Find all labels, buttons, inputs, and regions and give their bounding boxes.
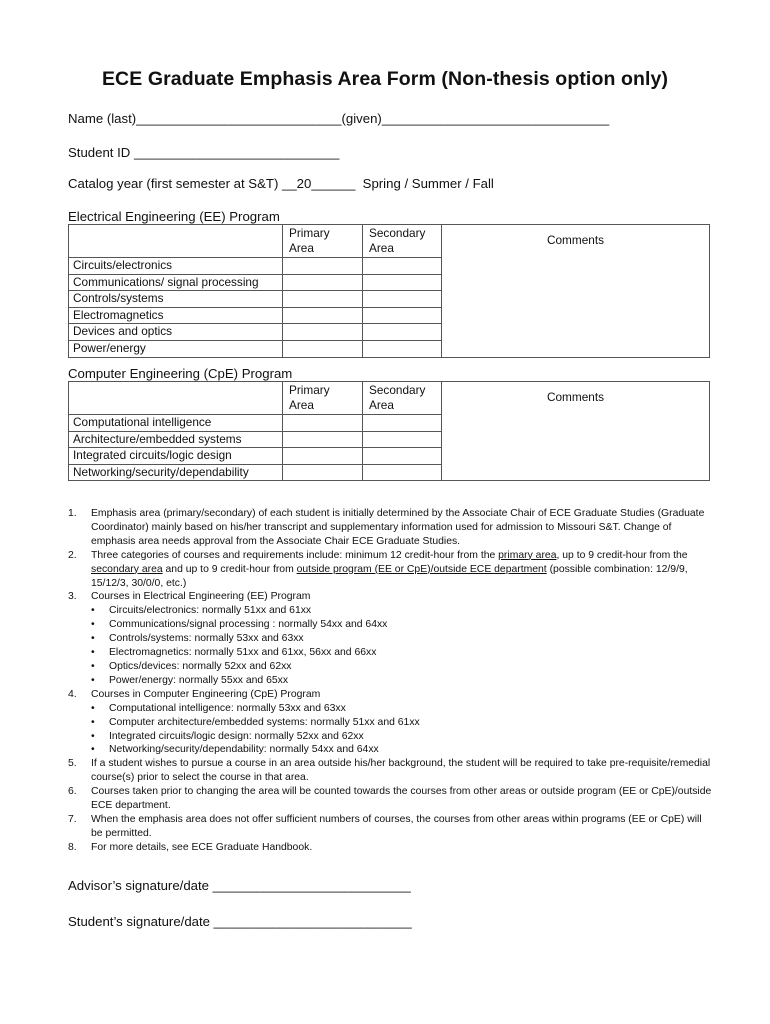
note-number: 4. xyxy=(68,688,77,700)
note-number: 1. xyxy=(68,508,77,519)
ee-secondary-check[interactable] xyxy=(363,274,442,291)
outside-program-term: outside program (EE or CpE)/outside ECE department xyxy=(296,563,547,575)
bullet-icon: • xyxy=(91,605,95,617)
bullet-text: Power/energy: normally 55xx and 65xx xyxy=(109,674,289,686)
ee-primary-check[interactable] xyxy=(283,340,363,357)
primary-area-term: primary area xyxy=(498,549,557,561)
bullet-icon: • xyxy=(91,633,95,645)
cpe-comments-cell[interactable] xyxy=(442,382,710,481)
ee-header-row xyxy=(69,225,710,258)
note-item xyxy=(64,785,714,813)
bullet-text: Computer architecture/embedded systems: normally 51xx and 61xx xyxy=(109,716,420,728)
cpe-header-row xyxy=(69,382,710,415)
ee-area-label: Power/energy xyxy=(69,340,283,357)
ee-area-label: Devices and optics xyxy=(69,324,283,341)
bullet-icon: • xyxy=(91,674,95,686)
cpe-area-label: Architecture/embedded systems xyxy=(69,431,283,448)
cpe-area-label: Integrated circuits/logic design xyxy=(69,448,283,465)
note-item xyxy=(64,841,714,855)
bullet-item xyxy=(64,618,714,632)
cpe-area-header-cell xyxy=(69,382,283,415)
ee-secondary-check[interactable] xyxy=(363,324,442,341)
ee-program-table xyxy=(68,224,710,358)
bullet-icon: • xyxy=(91,660,95,672)
note-item xyxy=(64,549,714,591)
note-text: When the emphasis area does not offer sufficient numbers of courses, the courses from other areas within programs (EE or CpE) will be permitted. xyxy=(91,813,702,839)
bullet-text: Controls/systems: normally 53xx and 63xx xyxy=(109,633,304,645)
bullet-icon: • xyxy=(91,702,95,714)
form-title: ECE Graduate Emphasis Area Form (Non-thesis option only) xyxy=(101,68,669,90)
note-text: Three categories of courses and requirements include: minimum 12 credit-hour from the xyxy=(91,549,499,561)
ee-area-label: Circuits/electronics xyxy=(69,258,283,275)
note-text: and up to 9 credit-hour from xyxy=(162,563,297,575)
cpe-comments-header: Comments xyxy=(546,390,605,404)
ee-area-label: Controls/systems xyxy=(69,291,283,308)
note-text: , up to 9 credit-hour from the xyxy=(556,549,688,561)
bullet-icon: • xyxy=(91,647,95,659)
ee-primary-check[interactable] xyxy=(283,291,363,308)
bullet-text: Electromagnetics: normally 51xx and 61xx, 56xx and 66xx xyxy=(109,647,377,659)
ee-area-header-cell xyxy=(69,225,283,258)
student-id-field-line[interactable]: Student ID ____________________________ xyxy=(68,145,340,160)
ee-area-label: Electromagnetics xyxy=(69,307,283,324)
bullet-text: Networking/security/dependability: normally 54xx and 64xx xyxy=(109,744,379,756)
cpe-primary-check[interactable] xyxy=(283,431,363,448)
ee-primary-check[interactable] xyxy=(283,324,363,341)
ee-secondary-check[interactable] xyxy=(363,340,442,357)
note-item xyxy=(64,688,714,702)
note-text: (possible combination: 12/9/9, 15/12/3, 30/0/0, etc.) xyxy=(91,563,688,589)
cpe-primary-check[interactable] xyxy=(283,464,363,481)
bullet-icon: • xyxy=(91,716,95,728)
notes-list xyxy=(64,507,714,855)
bullet-item xyxy=(64,660,714,674)
advisor-signature-line[interactable]: Advisor’s signature/date ___________________________ xyxy=(68,878,411,893)
cpe-secondary-check[interactable] xyxy=(363,464,442,481)
bullet-icon: • xyxy=(91,619,95,631)
ee-primary-check[interactable] xyxy=(283,307,363,324)
secondary-area-term: secondary area xyxy=(91,563,163,575)
ee-primary-check[interactable] xyxy=(283,274,363,291)
note-text: Courses in Computer Engineering (CpE) Program xyxy=(91,688,321,700)
ee-comments-cell[interactable] xyxy=(442,225,710,358)
ee-area-label: Communications/ signal processing xyxy=(69,274,283,291)
note-text: Courses taken prior to changing the area will be counted towards the courses from other areas or outside program (EE or CpE)/outside ECE department. xyxy=(91,786,712,812)
cpe-secondary-header: Secondary Area xyxy=(363,382,442,415)
cpe-secondary-check[interactable] xyxy=(363,415,442,432)
name-field-line[interactable]: Name (last)____________________________(given)_______________________________ xyxy=(68,111,610,126)
cpe-area-label: Networking/security/dependability xyxy=(69,464,283,481)
ee-primary-header: Primary Area xyxy=(283,225,363,258)
bullet-item xyxy=(64,743,714,757)
ee-comments-header: Comments xyxy=(546,233,605,247)
note-text: If a student wishes to pursue a course in an area outside his/her background, the student will be required to take pre-requisite/remedial course(s) prior to select the course in that area. xyxy=(91,758,711,784)
bullet-text: Communications/signal processing : normally 54xx and 64xx xyxy=(109,619,388,631)
note-number: 3. xyxy=(68,591,77,603)
note-number: 6. xyxy=(68,786,77,798)
cpe-program-label: Computer Engineering (CpE) Program xyxy=(68,366,293,381)
note-number: 7. xyxy=(68,813,77,825)
bullet-text: Circuits/electronics: normally 51xx and 61xx xyxy=(109,605,312,617)
cpe-primary-check[interactable] xyxy=(283,415,363,432)
bullet-item xyxy=(64,646,714,660)
note-number: 2. xyxy=(68,549,77,561)
note-text: For more details, see ECE Graduate Handbook. xyxy=(91,841,313,853)
note-item xyxy=(64,590,714,604)
ee-secondary-check[interactable] xyxy=(363,291,442,308)
bullet-text: Computational intelligence: normally 53xx and 63xx xyxy=(109,702,346,714)
bullet-item xyxy=(64,604,714,618)
bullet-item xyxy=(64,730,714,744)
ee-program-label: Electrical Engineering (EE) Program xyxy=(68,209,280,224)
note-item xyxy=(64,813,714,841)
note-item xyxy=(64,757,714,785)
bullet-text: Optics/devices: normally 52xx and 62xx xyxy=(109,660,292,672)
student-signature-line[interactable]: Student’s signature/date ___________________________ xyxy=(68,914,412,929)
catalog-year-field-line[interactable]: Catalog year (first semester at S&T) __20______ Spring / Summer / Fall xyxy=(68,176,494,191)
ee-secondary-check[interactable] xyxy=(363,307,442,324)
bullet-item xyxy=(64,674,714,688)
cpe-area-label: Computational intelligence xyxy=(69,415,283,432)
cpe-primary-check[interactable] xyxy=(283,448,363,465)
bullet-item xyxy=(64,716,714,730)
note-number: 8. xyxy=(68,841,77,853)
cpe-program-table xyxy=(68,381,710,481)
cpe-secondary-check[interactable] xyxy=(363,448,442,465)
bullet-item xyxy=(64,632,714,646)
note-item xyxy=(64,507,714,549)
ee-primary-check[interactable] xyxy=(283,258,363,275)
bullet-text: Integrated circuits/logic design: normally 52xx and 62xx xyxy=(109,730,364,742)
note-text: Courses in Electrical Engineering (EE) Program xyxy=(91,591,311,603)
cpe-secondary-check[interactable] xyxy=(363,431,442,448)
bullet-item xyxy=(64,702,714,716)
bullet-icon: • xyxy=(91,744,95,756)
cpe-primary-header: Primary Area xyxy=(283,382,363,415)
ee-secondary-header: Secondary Area xyxy=(363,225,442,258)
note-number: 5. xyxy=(68,758,77,770)
bullet-icon: • xyxy=(91,730,95,742)
note-text: Emphasis area (primary/secondary) of each student is initially determined by the Associate Chair of ECE Graduate Studies (Graduate Coordinator) mainly based on his/her transcript and supplementary information used for admission to Missouri S&T. Change of emphasis area needs approval from the Associate Chair ECE Graduate Studies. xyxy=(91,508,705,547)
ee-secondary-check[interactable] xyxy=(363,258,442,275)
